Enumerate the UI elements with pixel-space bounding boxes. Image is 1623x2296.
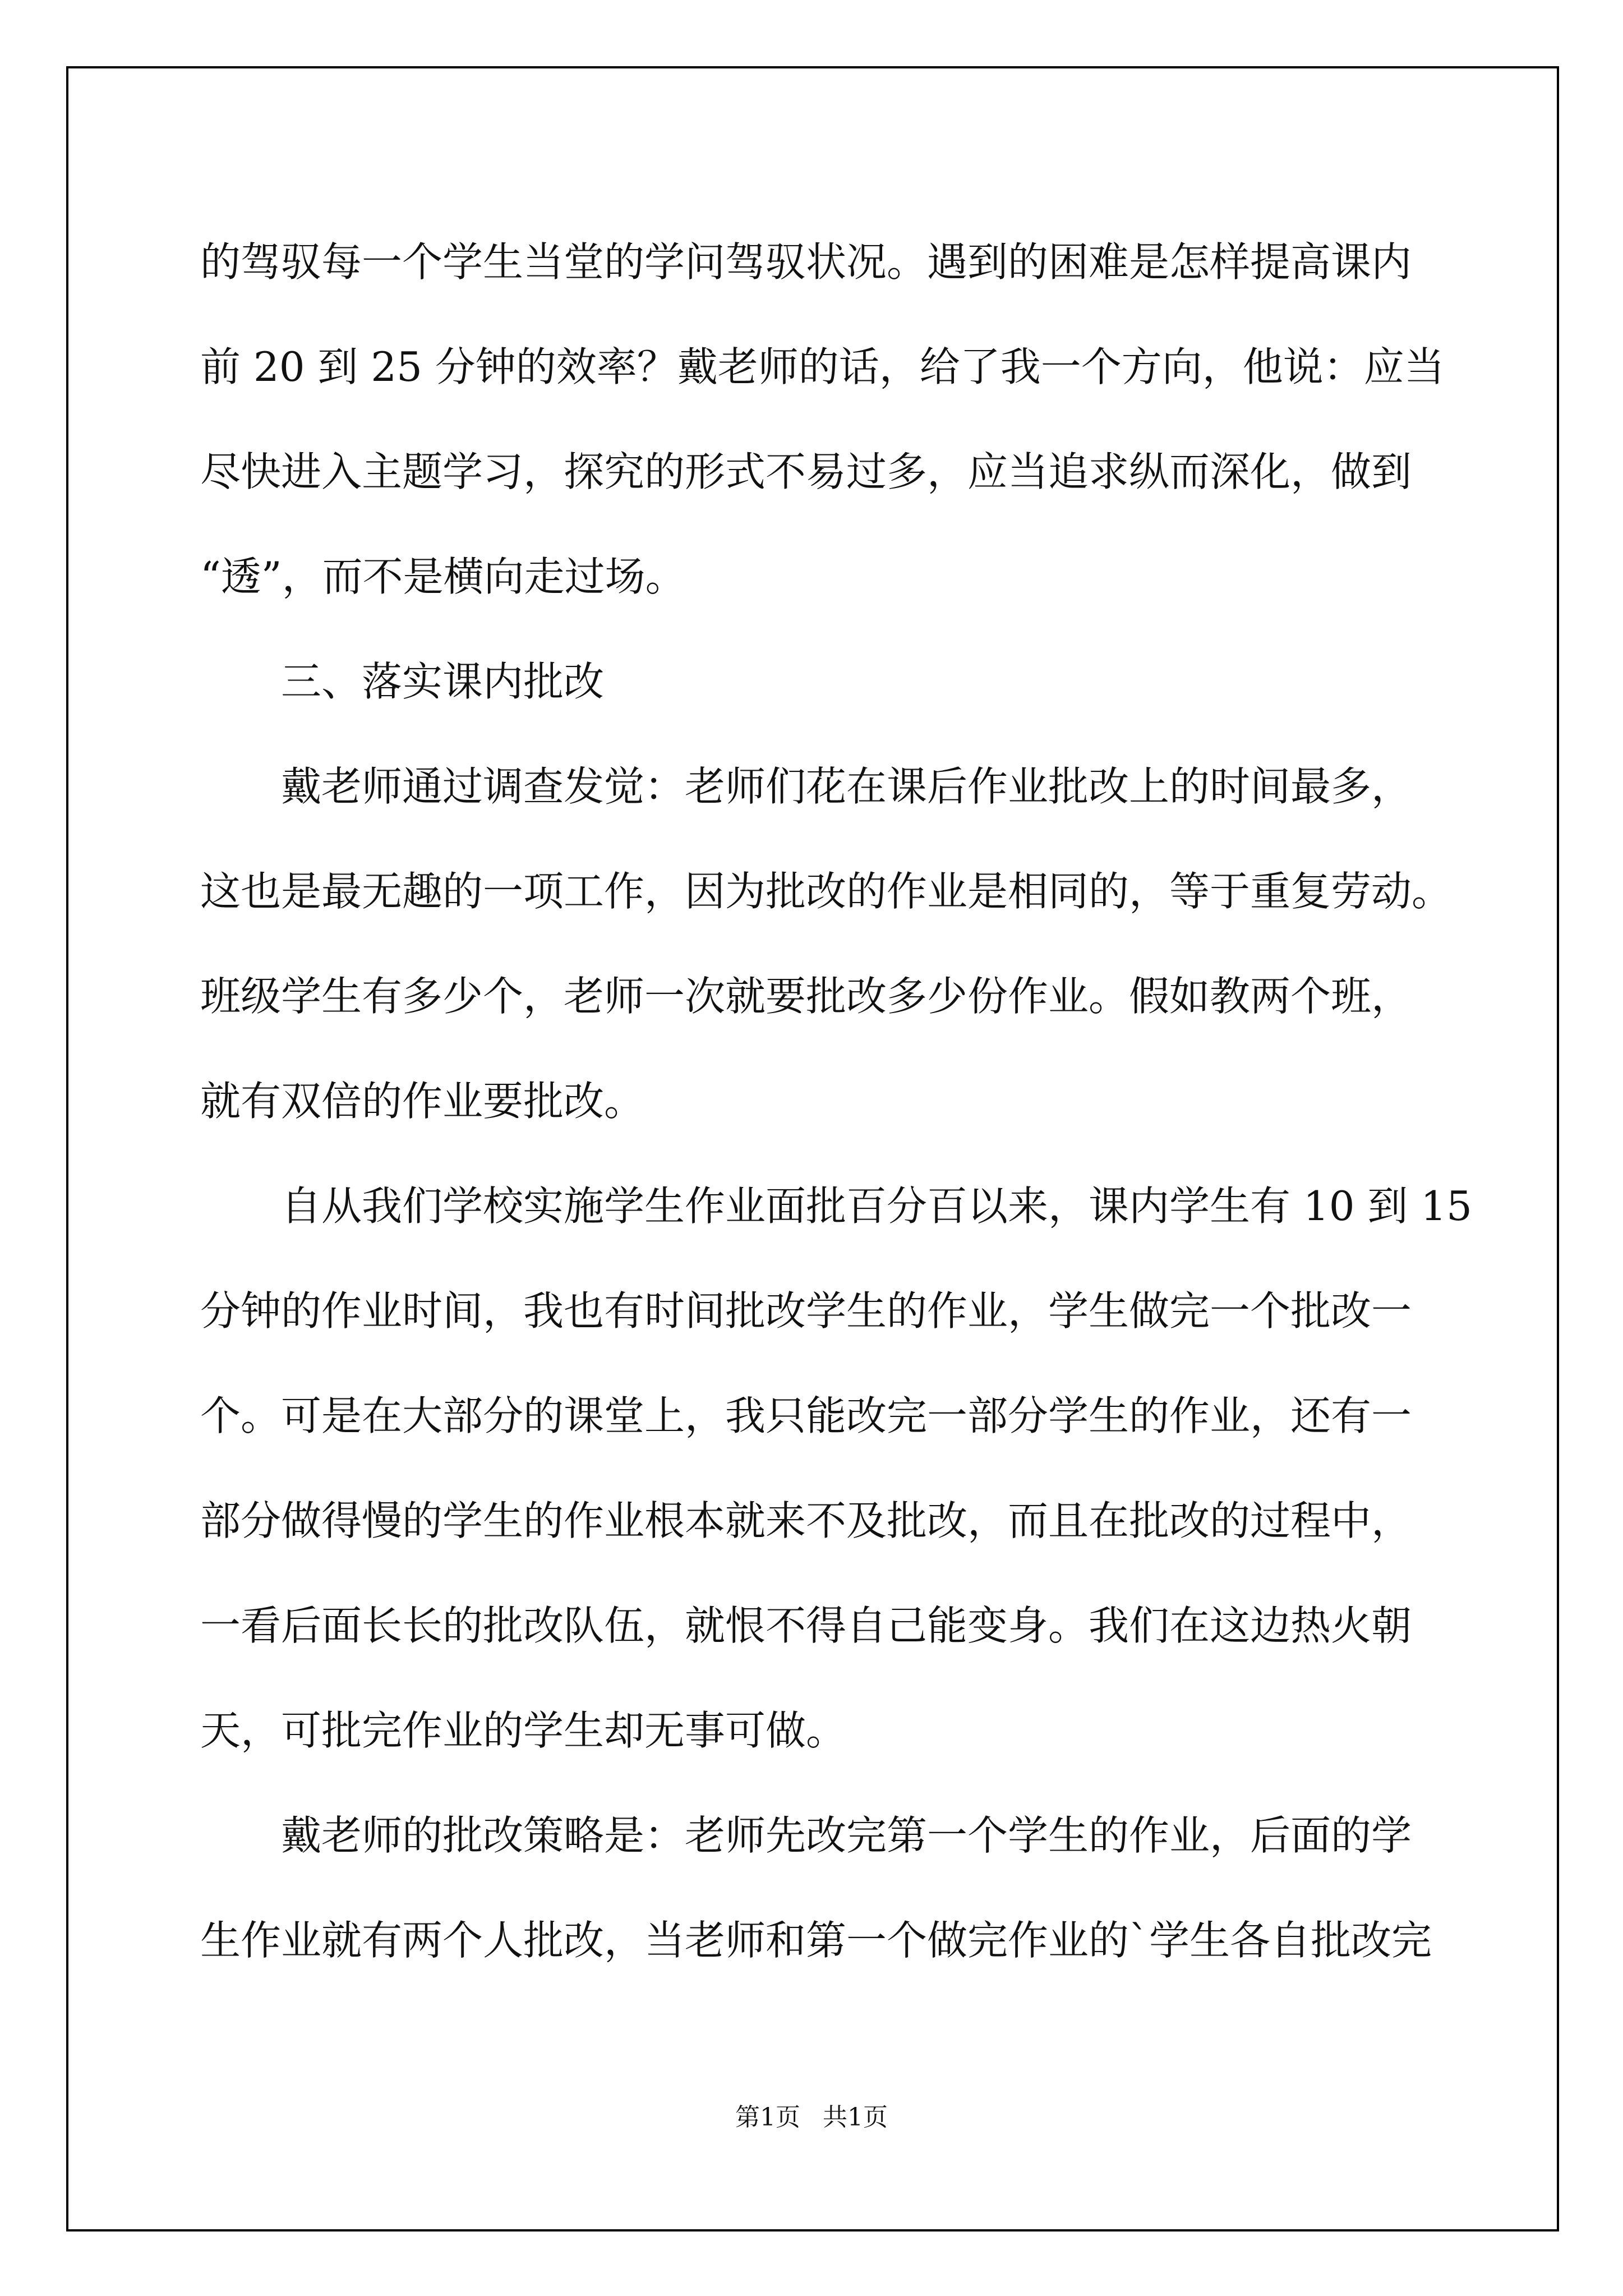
text-line-12: 个。可是在大部分的课堂上，我只能改完一部分学生的作业，还有一 — [200, 1392, 1412, 1439]
text-line-3: 尽快进入主题学习，探究的形式不易过多，应当追求纵而深化，做到 — [200, 448, 1412, 495]
text-line-2: 前 20 到 25 分钟的效率？戴老师的话，给了我一个方向，他说：应当 — [200, 343, 1445, 390]
text-line-4: “透”，而不是横向走过场。 — [200, 553, 686, 600]
text-line-1: 的驾驭每一个学生当堂的学问驾驭状况。遇到的困难是怎样提高课内 — [200, 238, 1412, 286]
text-line-6: 戴老师通过调查发觉：老师们花在课后作业批改上的时间最多， — [281, 763, 1412, 810]
text-line-11: 分钟的作业时间，我也有时间批改学生的作业，学生做完一个批改一 — [200, 1287, 1412, 1335]
document-body — [200, 210, 1472, 1993]
page-footer — [0, 2097, 1623, 2133]
text-line-17: 生作业就有两个人批改，当老师和第一个做完作业的`学生各自批改完 — [200, 1917, 1432, 1964]
text-line-16: 戴老师的批改策略是：老师先改完第一个学生的作业，后面的学 — [281, 1812, 1412, 1859]
text-line-9: 就有双倍的作业要批改。 — [200, 1078, 645, 1125]
text-line-8: 班级学生有多少个，老师一次就要批改多少份作业。假如教两个班， — [200, 973, 1412, 1020]
text-line-15: 天，可批完作业的学生却无事可做。 — [200, 1707, 847, 1754]
page-total: 共1页 — [823, 2103, 888, 2132]
section-heading: 三、落实课内批改 — [281, 658, 605, 705]
text-line-14: 一看后面长长的批改队伍，就恨不得自己能变身。我们在这边热火朝 — [200, 1602, 1412, 1649]
text-line-10: 自从我们学校实施学生作业面批百分百以来，课内学生有 10 到 15 — [281, 1182, 1472, 1230]
text-line-7: 这也是最无趣的一项工作，因为批改的作业是相同的，等于重复劳动。 — [200, 868, 1453, 915]
text-line-13: 部分做得慢的学生的作业根本就来不及批改，而且在批改的过程中， — [200, 1497, 1412, 1544]
page-number: 第1页 — [735, 2103, 800, 2132]
